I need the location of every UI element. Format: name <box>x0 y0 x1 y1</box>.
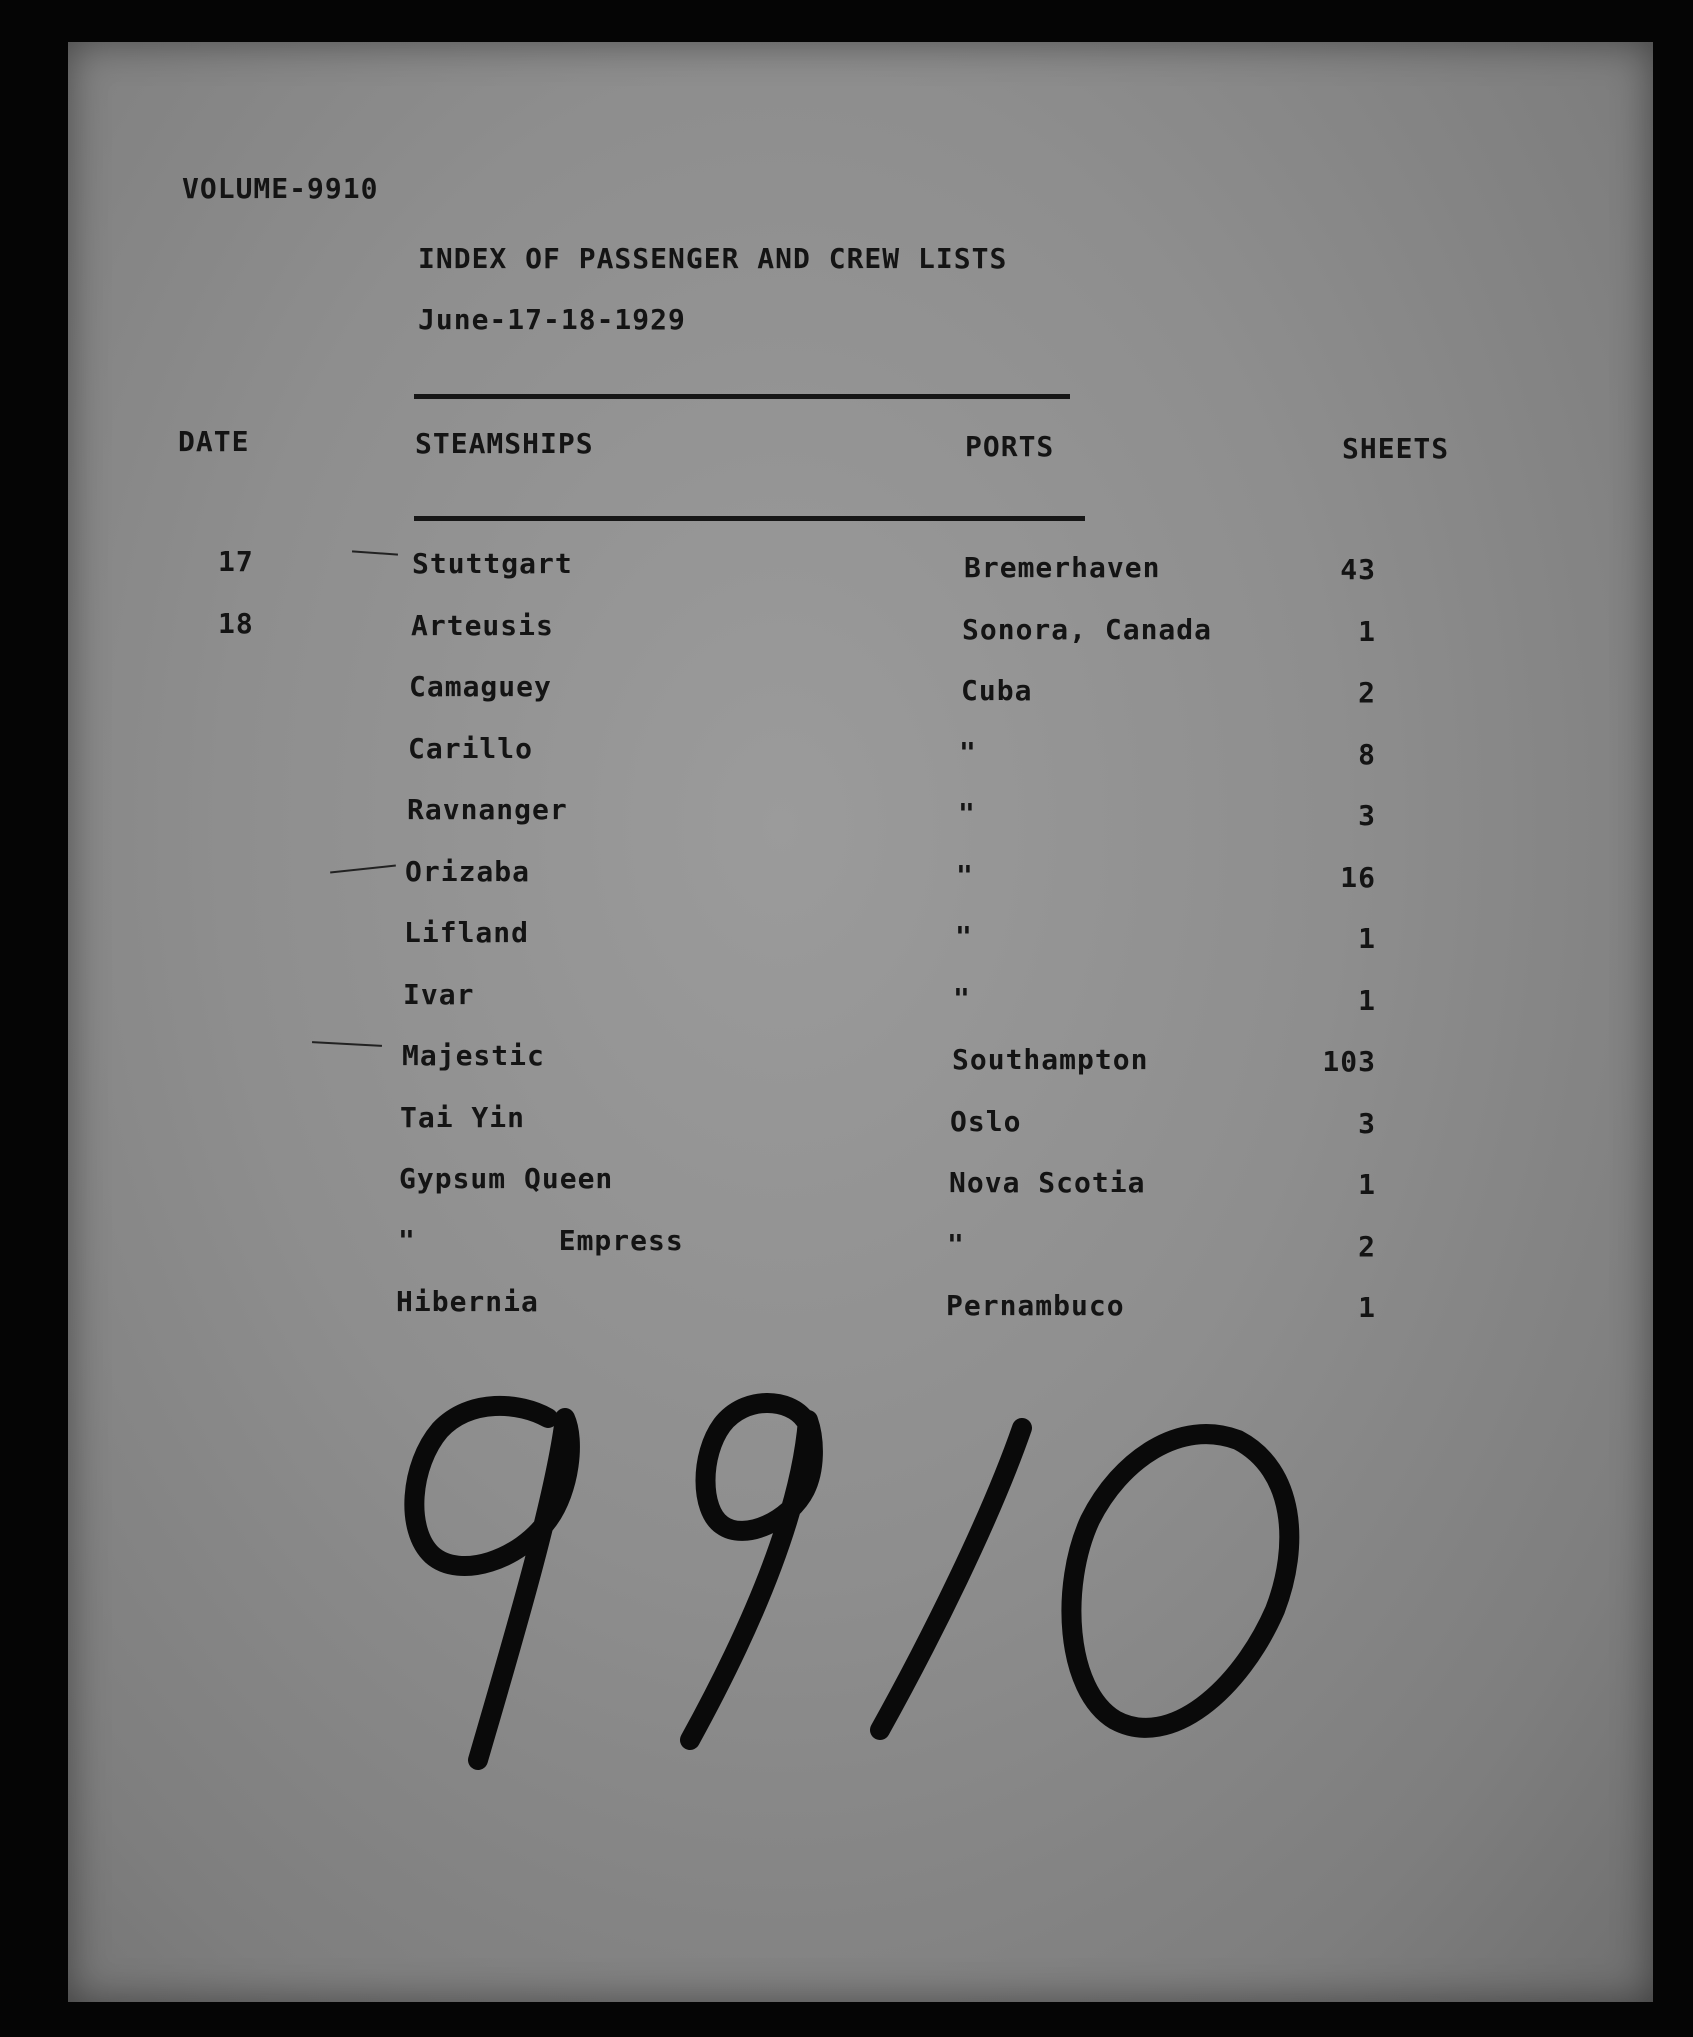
row-sheets: 1 <box>1358 1291 1376 1324</box>
row-sheets: 1 <box>1358 984 1376 1017</box>
document-title: INDEX OF PASSENGER AND CREW LISTS <box>418 242 1008 275</box>
row-steamship: " Empress <box>398 1224 684 1257</box>
row-steamship: Majestic <box>402 1039 545 1072</box>
row-sheets: 1 <box>1358 615 1376 648</box>
row-sheets: 2 <box>1358 1230 1376 1263</box>
row-port: " <box>959 736 977 769</box>
row-steamship: Tai Yin <box>400 1101 526 1134</box>
row-port: Southampton <box>952 1043 1149 1076</box>
row-steamship: Stuttgart <box>412 547 573 580</box>
row-steamship: Camaguey <box>409 670 552 703</box>
row-port: " <box>947 1228 965 1261</box>
row-steamship: Ivar <box>403 978 475 1011</box>
row-steamship: Ravnanger <box>407 793 568 826</box>
row-sheets: 103 <box>1322 1045 1376 1078</box>
date-range: June-17-18-1929 <box>418 303 686 336</box>
row-steamship: Lifland <box>404 916 530 949</box>
row-port: " <box>956 859 974 892</box>
row-port: " <box>958 797 976 830</box>
row-sheets: 2 <box>1358 676 1376 709</box>
row-port: Oslo <box>950 1105 1022 1138</box>
row-steamship: Gypsum Queen <box>399 1162 614 1195</box>
row-sheets: 1 <box>1358 1168 1376 1201</box>
volume-label: VOLUME-9910 <box>182 172 379 205</box>
row-steamship: Carillo <box>408 732 534 765</box>
row-port: Bremerhaven <box>964 551 1161 584</box>
row-port: Pernambuco <box>946 1289 1125 1322</box>
row-sheets: 43 <box>1340 553 1376 586</box>
row-sheets: 3 <box>1358 799 1376 832</box>
row-sheets: 3 <box>1358 1107 1376 1140</box>
column-header-steamships: STEAMSHIPS <box>415 427 594 460</box>
row-steamship: Arteusis <box>411 609 554 642</box>
row-port: Cuba <box>961 674 1033 707</box>
column-header-sheets: SHEETS <box>1342 432 1450 465</box>
row-date: 17 <box>218 545 254 578</box>
column-header-ports: PORTS <box>965 430 1055 463</box>
row-sheets: 8 <box>1358 738 1376 771</box>
row-port: Nova Scotia <box>949 1166 1146 1199</box>
row-date: 18 <box>218 607 254 640</box>
row-sheets: 1 <box>1358 922 1376 955</box>
row-port: " <box>955 920 973 953</box>
row-steamship: Hibernia <box>396 1285 539 1318</box>
row-port: Sonora, Canada <box>962 613 1213 646</box>
row-sheets: 16 <box>1340 861 1376 894</box>
row-port: " <box>953 982 971 1015</box>
column-header-date: DATE <box>178 425 250 458</box>
row-steamship: Orizaba <box>405 855 531 888</box>
